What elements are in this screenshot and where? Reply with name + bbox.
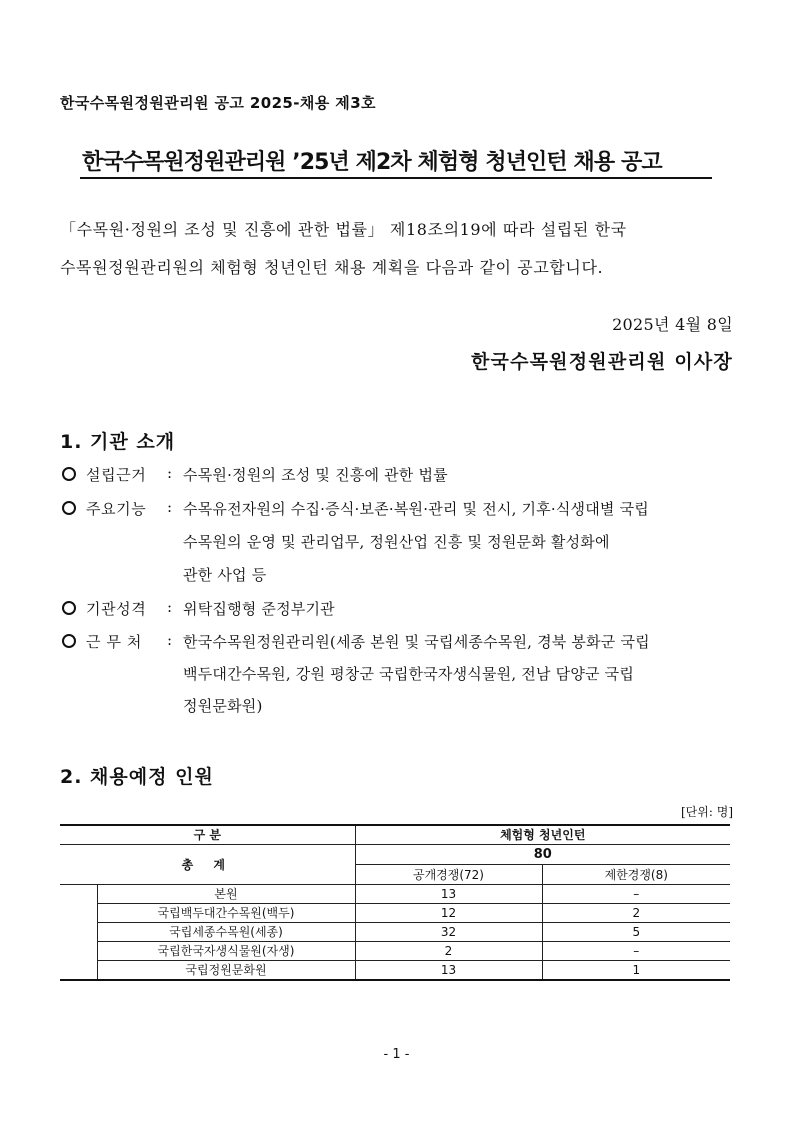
colon: :: [167, 631, 173, 649]
table-cell-name: 국립백두대간수목원(백두): [97, 904, 355, 923]
table-cell-open: 12: [355, 904, 542, 923]
table-cell-limited: –: [542, 942, 730, 961]
table-cell-open: 13: [355, 961, 542, 981]
colon: :: [167, 498, 173, 516]
table-row: [60, 904, 730, 923]
table-cell-open: 2: [355, 942, 542, 961]
document-title: 한국수목원정원관리원 ’25년 제2차 체험형 청년인턴 채용 공고: [82, 150, 662, 175]
bullet-circle-icon: [62, 634, 76, 648]
table-row: [60, 942, 730, 961]
table-cell-name: 국립정원문화원: [97, 961, 355, 981]
table-row: [60, 923, 730, 942]
info-item-text: 정원문화원): [183, 697, 263, 715]
table-cell-name: 국립한국자생식물원(자생): [97, 942, 355, 961]
table-subheader-limited: 제한경쟁(8): [542, 865, 730, 885]
info-item-label: 주요기능: [86, 500, 147, 518]
table-cell-limited: 1: [542, 961, 730, 981]
intro-line: 「수목원·정원의 조성 및 진흥에 관한 법률」 제18조의19에 따라 설립된 한국: [60, 220, 627, 239]
unit-label: [단위: 명]: [681, 805, 733, 819]
table-cell-limited: 2: [542, 904, 730, 923]
table-row: [60, 961, 730, 981]
notice-date: 2025년 4월 8일: [612, 315, 733, 334]
table-cell-open: 32: [355, 923, 542, 942]
bullet-circle-icon: [62, 467, 76, 481]
info-item-text: 백두대간수목원, 강원 평창군 국립한국자생식물원, 전남 담양군 국립: [183, 665, 635, 683]
section-heading-agency-intro: 1. 기관 소개: [60, 431, 176, 453]
bullet-circle-icon: [62, 501, 76, 515]
table-header-category: 구 분: [60, 825, 355, 845]
colon: :: [167, 464, 173, 482]
table-cell-limited: 5: [542, 923, 730, 942]
table-cell-name: 본원: [97, 885, 355, 904]
table-total-value: 80: [355, 845, 730, 865]
table-header-intern: 체험형 청년인턴: [355, 825, 730, 845]
info-item-text: 한국수목원정원관리원(세종 본원 및 국립세종수목원, 경북 봉화군 국립: [183, 633, 650, 651]
bullet-circle-icon: [62, 601, 76, 615]
info-item-text: 수목유전자원의 수집·증식·보존·복원·관리 및 전시, 기후·식생대별 국립: [183, 500, 649, 518]
table-cell-open: 13: [355, 885, 542, 904]
info-item-text: 관한 사업 등: [183, 566, 267, 584]
info-item-text: 수목원의 운영 및 관리업무, 정원산업 진흥 및 정원문화 활성화에: [183, 533, 610, 551]
intro-line: 수목원정원관리원의 체험형 청년인턴 채용 계획을 다음과 같이 공고합니다.: [60, 258, 604, 277]
table-subheader-open: 공개경쟁(72): [355, 865, 542, 885]
info-item-text: 수목원·정원의 조성 및 진흥에 관한 법률: [183, 466, 448, 484]
info-item-label: 기관성격: [86, 600, 147, 618]
colon: :: [167, 598, 173, 616]
table-row: [60, 885, 730, 904]
info-item-text: 위탁집행형 준정부기관: [183, 600, 335, 618]
table-cell-name: 국립세종수목원(세종): [97, 923, 355, 942]
signer: 한국수목원정원관리원 이사장: [470, 351, 733, 373]
notice-number: 한국수목원정원관리원 공고 2025-채용 제3호: [60, 94, 376, 112]
table-total-label: 총 계: [60, 845, 355, 885]
recruitment-table: [60, 824, 730, 981]
page-number: - 1 -: [383, 1047, 410, 1062]
info-item-label: 설립근거: [86, 466, 147, 484]
title-underline: [80, 177, 712, 179]
info-item-label: 근 무 처: [86, 633, 143, 651]
table-cell-limited: –: [542, 885, 730, 904]
section-heading-recruitment-quota: 2. 채용예정 인원: [60, 766, 214, 788]
